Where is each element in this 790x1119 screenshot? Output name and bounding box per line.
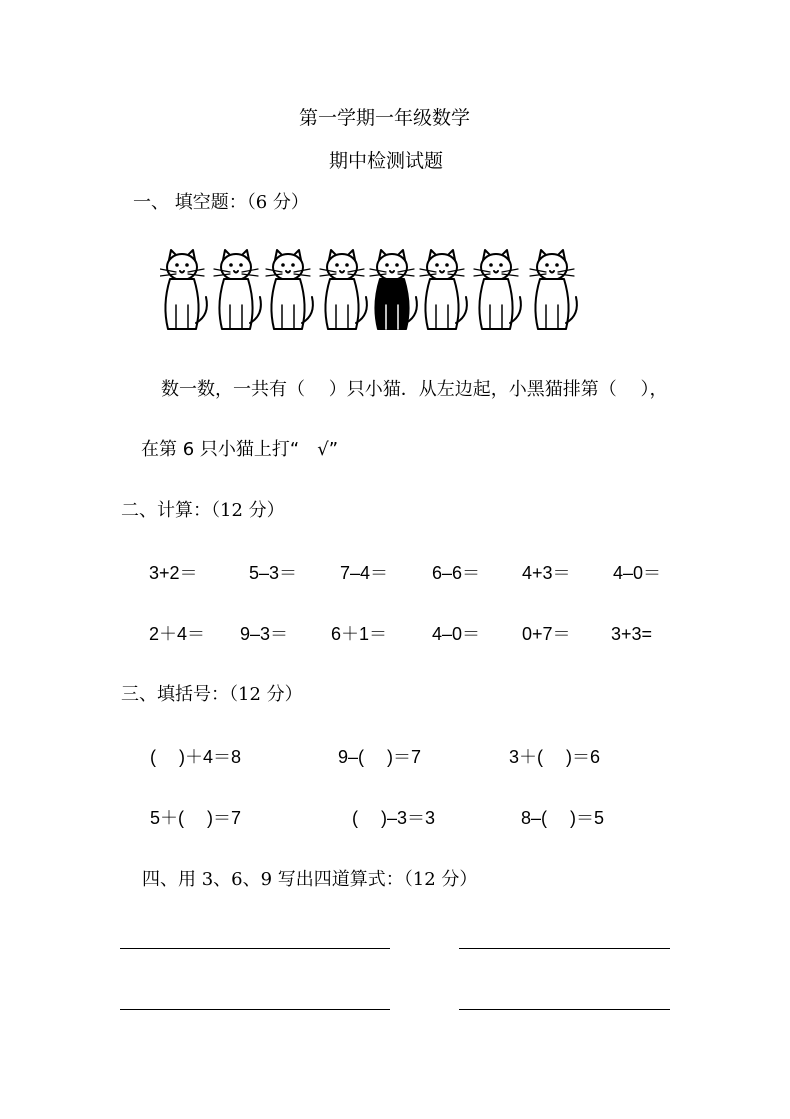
calc-r2-6: 3+3= (611, 624, 653, 644)
section1-question-line2: 在第 6 只小猫上打“ √” (141, 439, 339, 460)
fill-r2-2: ( )–3＝3 (352, 808, 436, 828)
cats-illustration (160, 245, 588, 343)
cat-icon (530, 250, 577, 329)
section4-heading: 四、用 3、6、9 写出四道算式：（12 分） (142, 869, 478, 890)
calc-r1-6: 4–0＝ (613, 563, 662, 583)
fill-r1-2: 9–( )＝7 (338, 747, 422, 767)
calc-r2-2: 9–3＝ (240, 624, 289, 644)
section1-question-line1: 数一数，一共有（ ）只小猫．从左边起，小黑猫排第（ ）， (161, 379, 668, 400)
fill-r1-3: 3＋( )＝6 (509, 747, 601, 767)
calc-r2-1: 2＋4＝ (149, 624, 206, 644)
page-title: 第一学期一年级数学 (299, 107, 471, 129)
calc-r1-1: 3+2＝ (149, 563, 198, 583)
answer-line-2[interactable] (459, 948, 670, 949)
calc-r2-4: 4–0＝ (432, 624, 481, 644)
calc-r2-3: 6＋1＝ (331, 624, 388, 644)
calc-r1-3: 7–4＝ (340, 563, 389, 583)
section1-heading: 一、 填空题：（6 分） (133, 192, 309, 213)
fill-r2-3: 8–( )＝5 (521, 808, 605, 828)
cat-icon (420, 250, 467, 329)
cat-icon (214, 250, 261, 329)
fill-r1-1: ( )＋4＝8 (150, 747, 242, 767)
calc-r1-5: 4+3＝ (522, 563, 571, 583)
answer-line-4[interactable] (459, 1009, 670, 1010)
calc-r1-2: 5–3＝ (249, 563, 298, 583)
cat-icon (266, 250, 313, 329)
page-subtitle: 期中检测试题 (329, 150, 444, 172)
fill-r2-1: 5＋( )＝7 (150, 808, 242, 828)
section3-heading: 三、填括号：（12 分） (121, 684, 303, 705)
cat-icon (370, 250, 417, 329)
calc-r1-4: 6–6＝ (432, 563, 481, 583)
answer-line-3[interactable] (120, 1009, 390, 1010)
cat-icon (474, 250, 521, 329)
cat-icon (160, 250, 207, 329)
cat-icon (320, 250, 367, 329)
section2-heading: 二、计算：（12 分） (121, 500, 285, 521)
calc-r2-5: 0+7＝ (522, 624, 571, 644)
answer-line-1[interactable] (120, 948, 390, 949)
